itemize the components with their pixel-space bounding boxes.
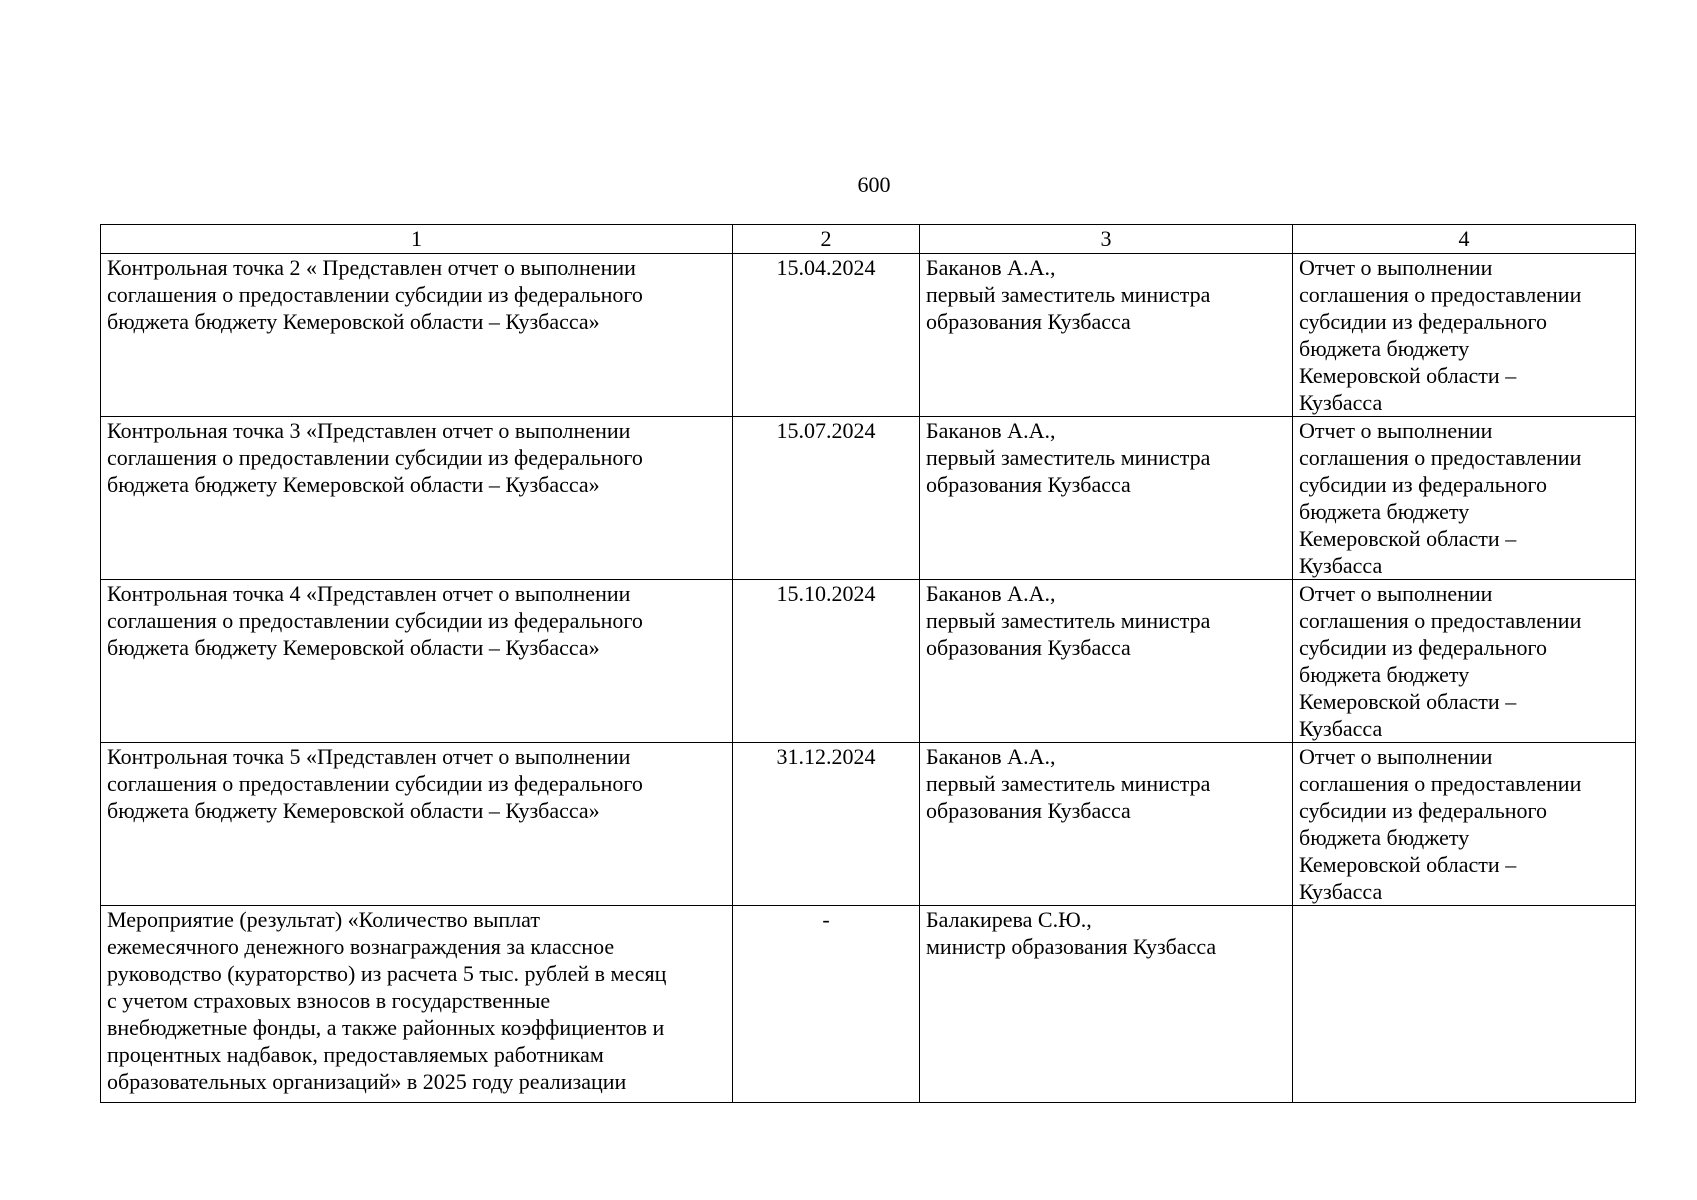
responsible-line: образования Кузбасса bbox=[926, 635, 1131, 660]
document-line: Кемеровской области – bbox=[1299, 852, 1517, 877]
table-row bbox=[101, 417, 1636, 580]
document-cell bbox=[1293, 417, 1636, 580]
description-line: Контрольная точка 5 «Представлен отчет о выполнении bbox=[107, 744, 631, 769]
document-cell bbox=[1293, 906, 1636, 1103]
description-line: бюджета бюджету Кемеровской области – Кузбасса» bbox=[107, 472, 600, 497]
description-cell bbox=[101, 580, 733, 743]
plan-table bbox=[100, 224, 1636, 1103]
document-line: субсидии из федерального bbox=[1299, 635, 1548, 660]
description-line: руководство (кураторство) из расчета 5 тыс. рублей в месяц bbox=[107, 961, 667, 986]
responsible-cell bbox=[920, 906, 1293, 1103]
description-line: с учетом страховых взносов в государственные bbox=[107, 988, 551, 1013]
document-line: Кузбасса bbox=[1299, 390, 1383, 415]
responsible-cell bbox=[920, 580, 1293, 743]
date-cell: 31.12.2024 bbox=[733, 743, 920, 906]
description-line: Контрольная точка 2 « Представлен отчет о выполнении bbox=[107, 255, 636, 280]
description-line: соглашения о предоставлении субсидии из федерального bbox=[107, 445, 643, 470]
document-line: соглашения о предоставлении bbox=[1299, 445, 1582, 470]
responsible-line: образования Кузбасса bbox=[926, 309, 1131, 334]
document-line: Отчет о выполнении bbox=[1299, 744, 1493, 769]
document-line: Отчет о выполнении bbox=[1299, 581, 1493, 606]
header-col-1: 1 bbox=[101, 225, 733, 254]
description-line: соглашения о предоставлении субсидии из федерального bbox=[107, 608, 643, 633]
description-line: бюджета бюджету Кемеровской области – Кузбасса» bbox=[107, 309, 600, 334]
description-cell bbox=[101, 417, 733, 580]
description-line: внебюджетные фонды, а также районных коэффициентов и bbox=[107, 1015, 665, 1040]
date-cell: - bbox=[733, 906, 920, 1103]
date-cell: 15.04.2024 bbox=[733, 254, 920, 417]
responsible-line: первый заместитель министра bbox=[926, 282, 1211, 307]
document-line: Отчет о выполнении bbox=[1299, 255, 1493, 280]
header-col-3: 3 bbox=[920, 225, 1293, 254]
document-line: Отчет о выполнении bbox=[1299, 418, 1493, 443]
description-line: соглашения о предоставлении субсидии из федерального bbox=[107, 282, 643, 307]
document-line: Кузбасса bbox=[1299, 553, 1383, 578]
responsible-line: министр образования Кузбасса bbox=[926, 934, 1217, 959]
description-line: бюджета бюджету Кемеровской области – Кузбасса» bbox=[107, 798, 600, 823]
table-row bbox=[101, 743, 1636, 906]
header-col-2: 2 bbox=[733, 225, 920, 254]
description-cell bbox=[101, 743, 733, 906]
responsible-line: образования Кузбасса bbox=[926, 798, 1131, 823]
responsible-line: Баканов А.А., bbox=[926, 255, 1056, 280]
document-line: соглашения о предоставлении bbox=[1299, 608, 1582, 633]
document-line: Кемеровской области – bbox=[1299, 363, 1517, 388]
page-number: 600 bbox=[857, 172, 891, 197]
responsible-line: Баканов А.А., bbox=[926, 418, 1056, 443]
document-line: Кемеровской области – bbox=[1299, 689, 1517, 714]
document-line: Кузбасса bbox=[1299, 716, 1383, 741]
responsible-line: Баканов А.А., bbox=[926, 581, 1056, 606]
description-line: ежемесячного денежного вознаграждения за классное bbox=[107, 934, 615, 959]
description-line: процентных надбавок, предоставляемых работникам bbox=[107, 1042, 604, 1067]
table-row bbox=[101, 254, 1636, 417]
document-line: соглашения о предоставлении bbox=[1299, 771, 1582, 796]
document-line: субсидии из федерального bbox=[1299, 472, 1548, 497]
document-line: субсидии из федерального bbox=[1299, 309, 1548, 334]
document-line: бюджета бюджету bbox=[1299, 662, 1470, 687]
document-line: бюджета бюджету bbox=[1299, 499, 1470, 524]
responsible-line: Баканов А.А., bbox=[926, 744, 1056, 769]
description-cell bbox=[101, 254, 733, 417]
responsible-cell bbox=[920, 254, 1293, 417]
responsible-cell bbox=[920, 417, 1293, 580]
date-cell: 15.07.2024 bbox=[733, 417, 920, 580]
document-line: соглашения о предоставлении bbox=[1299, 282, 1582, 307]
responsible-line: первый заместитель министра bbox=[926, 771, 1211, 796]
table-row bbox=[101, 906, 1636, 1103]
document-cell bbox=[1293, 743, 1636, 906]
date-cell: 15.10.2024 bbox=[733, 580, 920, 743]
document-line: бюджета бюджету bbox=[1299, 336, 1470, 361]
document-line: Кузбасса bbox=[1299, 879, 1383, 904]
document-line: Кемеровской области – bbox=[1299, 526, 1517, 551]
description-line: Мероприятие (результат) «Количество выплат bbox=[107, 907, 540, 932]
description-line: Контрольная точка 4 «Представлен отчет о выполнении bbox=[107, 581, 631, 606]
responsible-line: образования Кузбасса bbox=[926, 472, 1131, 497]
description-cell bbox=[101, 906, 733, 1103]
document-cell bbox=[1293, 580, 1636, 743]
header-row bbox=[101, 225, 1636, 254]
document-line: субсидии из федерального bbox=[1299, 798, 1548, 823]
description-line: бюджета бюджету Кемеровской области – Кузбасса» bbox=[107, 635, 600, 660]
responsible-line: Балакирева С.Ю., bbox=[926, 907, 1092, 932]
description-line: Контрольная точка 3 «Представлен отчет о выполнении bbox=[107, 418, 631, 443]
table-row bbox=[101, 580, 1636, 743]
responsible-line: первый заместитель министра bbox=[926, 608, 1211, 633]
responsible-cell bbox=[920, 743, 1293, 906]
description-line: соглашения о предоставлении субсидии из федерального bbox=[107, 771, 643, 796]
responsible-line: первый заместитель министра bbox=[926, 445, 1211, 470]
header-col-4: 4 bbox=[1293, 225, 1636, 254]
description-line: образовательных организаций» в 2025 году реализации bbox=[107, 1069, 627, 1094]
document-cell bbox=[1293, 254, 1636, 417]
document-line: бюджета бюджету bbox=[1299, 825, 1470, 850]
